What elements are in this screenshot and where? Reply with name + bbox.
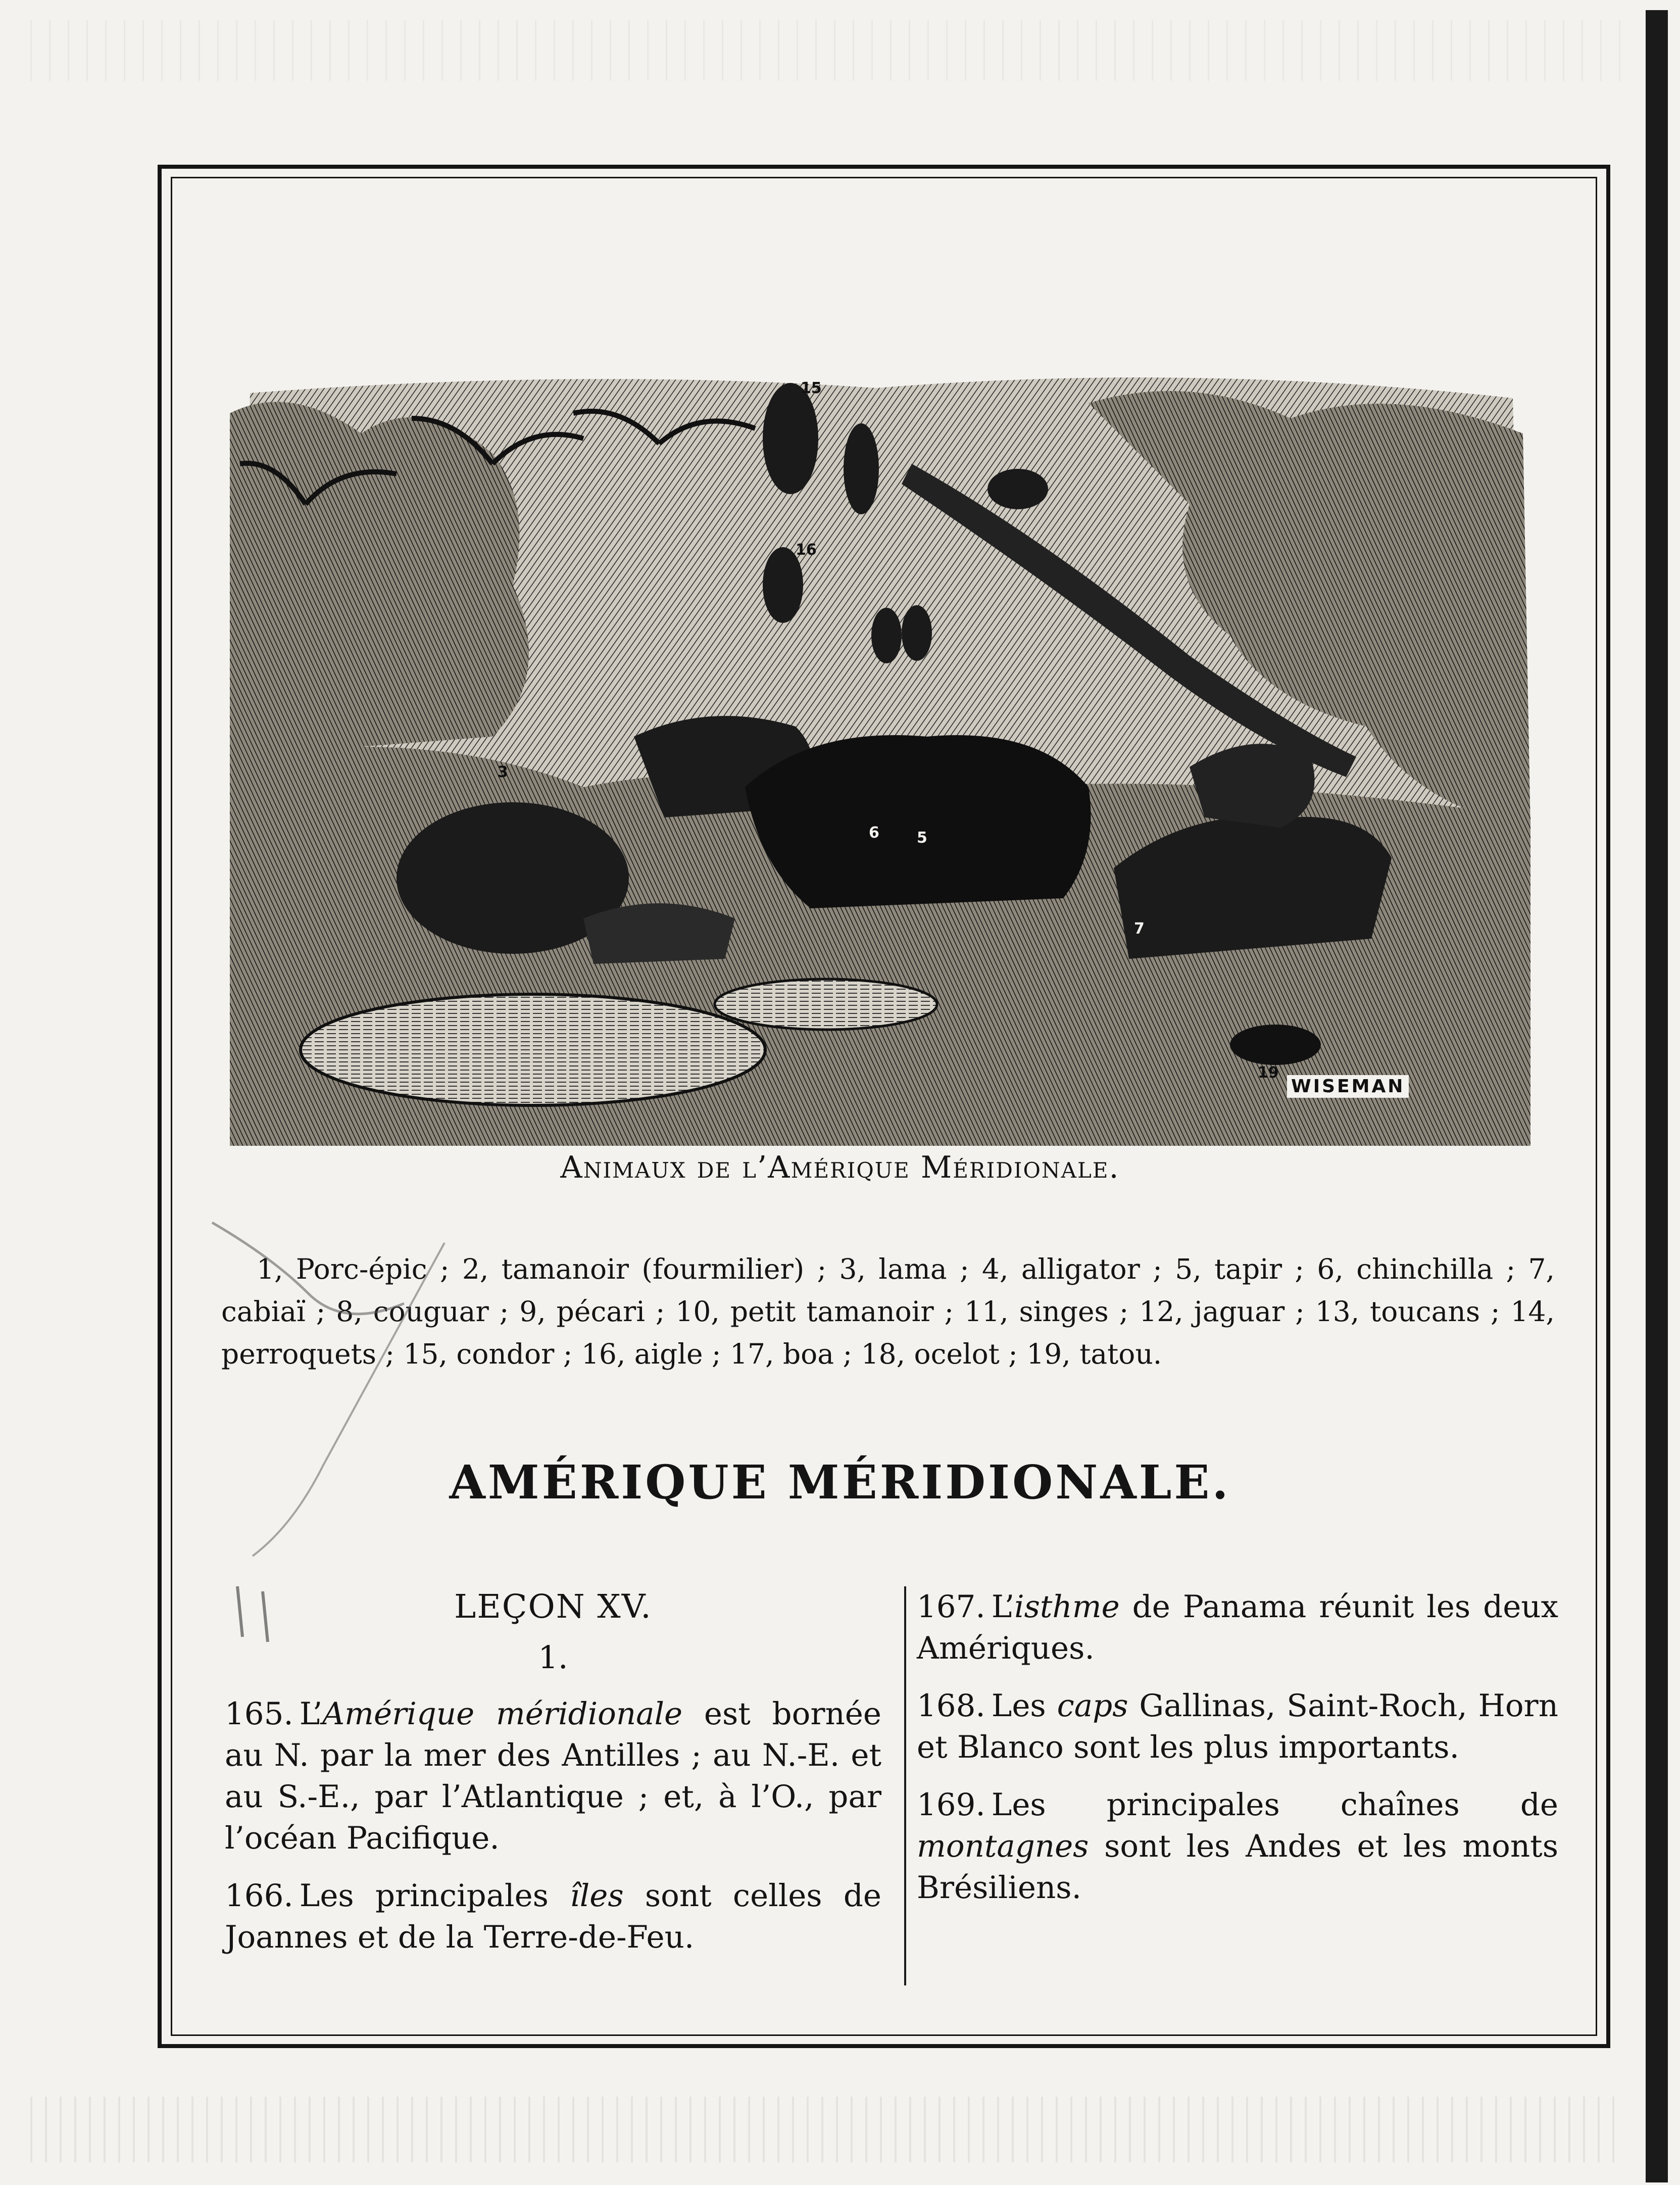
engraving-illustration bbox=[230, 373, 1530, 1146]
legend-text: 1, Porc-épic ; 2, tamanoir (fourmilier) ; 3, lama ; 4, alligator ; 5, tapir ; 6, chinchilla ; 7, cabiaï ; 8, couguar ; 9, pécari ; 10, petit tamanoir ; 11, singes ; 12, jaguar ; 13, toucans ; 14, perroquets ; 15, condor ; 16, aigle ; 17, boa ; 18, ocelot ; 19, tatou. bbox=[221, 1253, 1555, 1370]
paragraph-169 bbox=[917, 1784, 1558, 1909]
paragraph-167 bbox=[917, 1586, 1558, 1669]
paragraph-number: 165. bbox=[225, 1696, 293, 1732]
paragraph-166 bbox=[225, 1875, 881, 1958]
paragraph-emphasis: îles bbox=[570, 1878, 624, 1914]
paragraph-number: 167. bbox=[917, 1589, 985, 1625]
paragraph-text: de Panama réunit les deux Amériques. bbox=[917, 1589, 1558, 1666]
marker-19: 19 bbox=[1258, 1064, 1279, 1082]
paragraph-number: 166. bbox=[225, 1878, 293, 1914]
paragraph-text: L’ bbox=[991, 1589, 1015, 1625]
engraver-credit: WISEMAN bbox=[1287, 1075, 1409, 1098]
paragraph-168 bbox=[917, 1685, 1558, 1768]
marker-15: 15 bbox=[801, 379, 822, 397]
marker-5: 5 bbox=[917, 829, 927, 847]
paragraph-text: L’ bbox=[299, 1696, 323, 1732]
paragraph-emphasis: montagnes bbox=[917, 1828, 1089, 1864]
paragraph-text: Les principales bbox=[299, 1878, 570, 1914]
marker-3: 3 bbox=[498, 763, 508, 781]
paragraph-emphasis: isthme bbox=[1014, 1589, 1120, 1625]
paragraph-text: Les principales chaînes de bbox=[991, 1787, 1558, 1823]
engraving-svg bbox=[230, 373, 1530, 1146]
paragraph-number: 169. bbox=[917, 1787, 985, 1823]
marker-7: 7 bbox=[1134, 920, 1145, 938]
scan-edge-shadow bbox=[1646, 10, 1668, 2182]
marker-16: 16 bbox=[796, 541, 817, 559]
scan-noise-top bbox=[30, 20, 1621, 81]
section-title: AMÉRIQUE MÉRIDIONALE. bbox=[449, 1455, 1231, 1510]
paragraph-text: est bornée au N. par la mer des Antilles ; au N.-E. et au S.-E., par l’Atlantique ; et, à l’O., par l’océan Pacifique. bbox=[225, 1696, 881, 1856]
paragraph-emphasis: caps bbox=[1057, 1688, 1128, 1724]
animal-legend bbox=[221, 1248, 1555, 1375]
lesson-title: LEÇON XV. bbox=[454, 1588, 652, 1626]
paragraph-emphasis: Amérique méridionale bbox=[322, 1696, 683, 1732]
marker-6: 6 bbox=[869, 824, 879, 842]
paragraph-text: sont les Andes et les monts Brésiliens. bbox=[917, 1828, 1558, 1906]
scan-noise-bottom bbox=[30, 2097, 1621, 2162]
paragraph-165 bbox=[225, 1693, 881, 1859]
paragraph-text: Les bbox=[991, 1688, 1057, 1724]
right-column bbox=[917, 1586, 1558, 1925]
column-divider bbox=[904, 1586, 906, 1985]
illustration-caption: Animaux de l’Amérique Méridionale. bbox=[560, 1150, 1120, 1185]
paragraph-text: Gallinas, Saint-Roch, Horn et Blanco sont les plus importants. bbox=[917, 1688, 1558, 1765]
paragraph-text: sont celles de Joannes et de la Terre-de-Feu. bbox=[225, 1878, 881, 1955]
lesson-part-number: 1. bbox=[538, 1639, 568, 1676]
left-column bbox=[225, 1586, 881, 1974]
paragraph-number: 168. bbox=[917, 1688, 985, 1724]
